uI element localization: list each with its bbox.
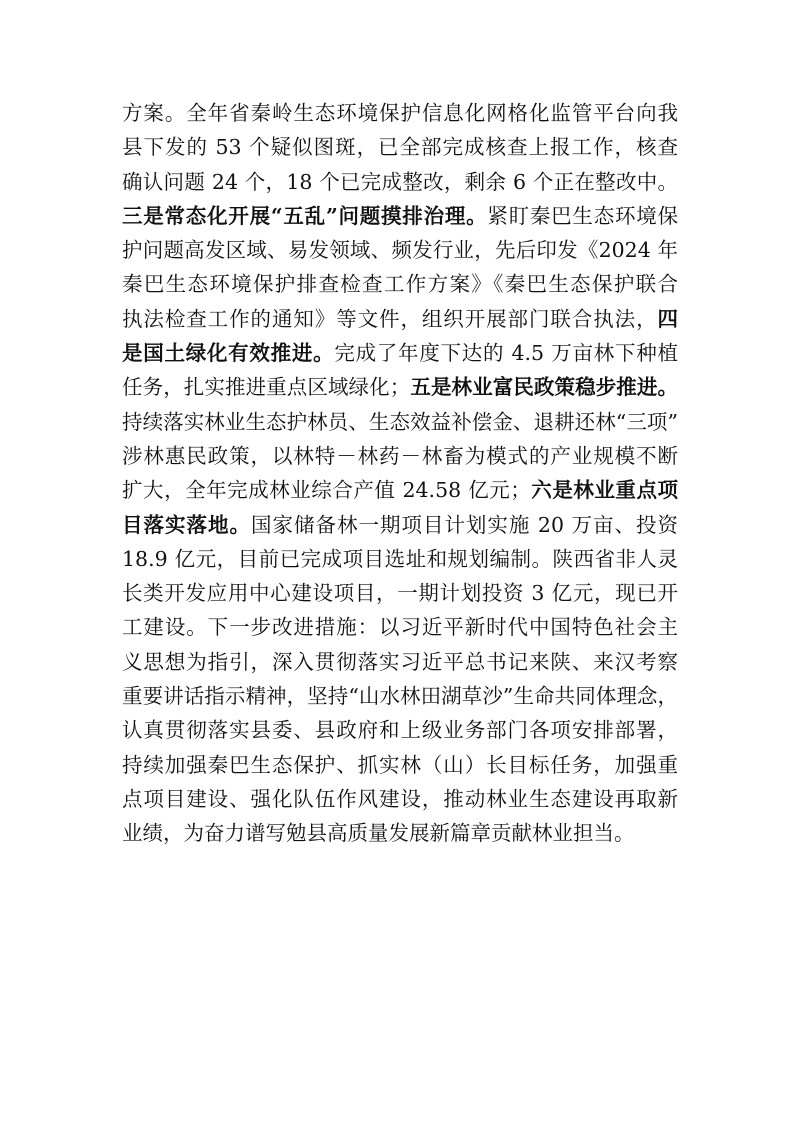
text-line	[122, 96, 678, 130]
text-line	[122, 267, 678, 301]
body-text: 认真贯彻落实县委、县政府和上级业务部门各项安排部署，	[122, 718, 678, 743]
body-text: 扩大，全年完成林业综合产值 24.58 亿元；	[122, 478, 531, 503]
text-line	[122, 782, 678, 816]
text-line	[122, 713, 678, 747]
text-line	[122, 199, 678, 233]
body-text: 确认问题 24 个，18 个已完成整改，剩余 6 个正在整改中。	[122, 169, 678, 194]
text-line	[122, 542, 678, 576]
bold-heading-text: 目落实落地。	[122, 512, 251, 537]
text-line	[122, 473, 678, 507]
body-text: 持续加强秦巴生态保护、抓实林（山）长目标任务，加强重	[122, 752, 678, 777]
text-line	[122, 233, 678, 267]
body-text: 执法检查工作的通知》等文件，组织开展部门联合执法，	[122, 306, 658, 331]
body-text: 长类开发应用中心建设项目，一期计划投资 3 亿元，现已开	[122, 581, 678, 606]
bold-heading-text: 六是林业重点项	[530, 478, 678, 503]
bold-heading-text: 四	[657, 306, 678, 331]
body-text: 护问题高发区域、易发领域、频发行业，先后印发《2024 年	[122, 238, 678, 263]
body-text: 持续落实林业生态护林员、生态效益补偿金、退耕还林“三项”	[122, 409, 678, 434]
bold-heading-text: 五是林业富民政策稳步推进。	[410, 375, 678, 400]
text-line	[122, 679, 678, 713]
text-line	[122, 748, 678, 782]
text-line	[122, 130, 678, 164]
body-text: 紧盯秦巴生态环境保	[487, 203, 678, 228]
text-line	[122, 336, 678, 370]
text-line	[122, 405, 678, 439]
body-text: 工建设。下一步改进措施：以习近平新时代中国特色社会主	[122, 615, 678, 640]
text-line	[122, 576, 678, 610]
body-text: 县下发的 53 个疑似图斑，已全部完成核查上报工作，核查	[122, 135, 678, 160]
body-text: 业绩，为奋力谱写勉县高质量发展新篇章贡献林业担当。	[122, 821, 635, 846]
body-text: 18.9 亿元，目前已完成项目选址和规划编制。陕西省非人灵	[122, 546, 678, 571]
body-paragraph	[122, 96, 678, 851]
body-text: 重要讲话指示精神，坚持“山水林田湖草沙”生命共同体理念，	[122, 684, 678, 709]
body-text: 秦巴生态环境保护排查检查工作方案》《秦巴生态保护联合	[122, 272, 678, 297]
text-line	[122, 508, 678, 542]
body-text: 完成了年度下达的 4.5 万亩林下种植	[334, 341, 678, 366]
body-text: 涉林惠民政策，以林特－林药－林畜为模式的产业规模不断	[122, 443, 678, 468]
text-line	[122, 439, 678, 473]
text-line	[122, 610, 678, 644]
text-line	[122, 645, 678, 679]
body-text: 点项目建设、强化队伍作风建设，推动林业生态建设再取新	[122, 786, 678, 811]
body-text: 义思想为指引，深入贯彻落实习近平总书记来陕、来汉考察	[122, 649, 678, 674]
bold-heading-text: 是国土绿化有效推进。	[122, 341, 335, 366]
body-text: 方案。全年省秦岭生态环境保护信息化网格化监管平台向我	[122, 101, 678, 125]
text-line	[122, 165, 678, 199]
text-line	[122, 370, 678, 404]
text-line	[122, 816, 678, 850]
text-line	[122, 302, 678, 336]
body-text: 任务，扎实推进重点区域绿化；	[122, 375, 411, 400]
body-text: 国家储备林一期项目计划实施 20 万亩、投资	[250, 512, 678, 537]
bold-heading-text: 三是常态化开展“五乱”问题摸排治理。	[122, 203, 488, 228]
